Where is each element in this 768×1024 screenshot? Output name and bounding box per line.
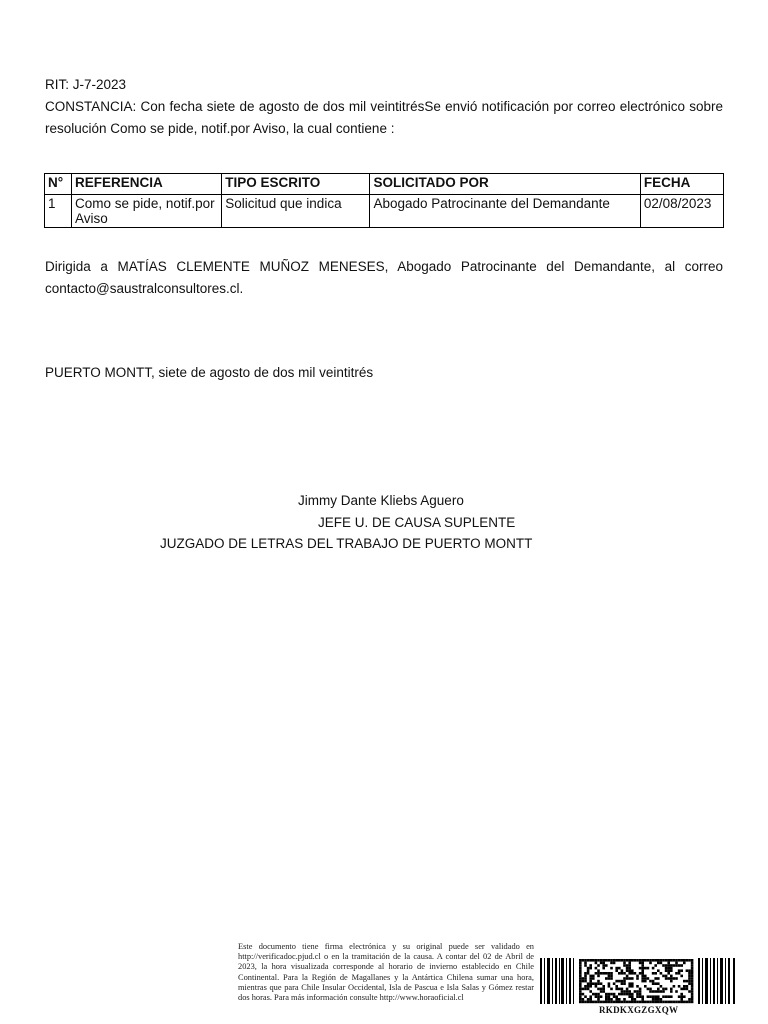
dirigida-text: Dirigida a MATÍAS CLEMENTE MUÑOZ MENESES, Abogado Patrocinante del Demandante, al correo contacto@saustralconsultores.cl. — [45, 259, 723, 296]
constancia-text: CONSTANCIA: Con fecha siete de agosto de dos mil veintitrésSe envió notificación por correo electrónico sobre resolución Como se pide, notif.por Aviso, la cual contiene : — [45, 99, 723, 136]
court-name: JUZGADO DE LETRAS DEL TRABAJO DE PUERTO MONTT — [160, 536, 533, 551]
column-header-referencia: REFERENCIA — [72, 174, 222, 195]
place-date: PUERTO MONTT, siete de agosto de dos mil veintitrés — [45, 365, 374, 380]
document-header — [45, 74, 723, 140]
signer-name: Jimmy Dante Kliebs Aguero — [298, 493, 464, 508]
column-header-tipo-escrito: TIPO ESCRITO — [222, 174, 370, 195]
footer-disclaimer: Este documento tiene firma electrónica y su original puede ser validado en http://verificadoc.pjud.cl o en la tramitación de la causa. A contar del 02 de Abril de 2023, la hora visualizada corresponde al horario de invierno establecido en Chile Continental. Para la Región de Magallanes y la Antártica Chilena sumar una hora, mientras que para Chile Insular Occidental, Isla de Pascua e Isla Salas y Gómez restar dos horas. Para más información consulte http://www.horaoficial.cl — [238, 942, 534, 1003]
table-header-row — [45, 174, 724, 195]
reference-table — [44, 173, 724, 228]
rit-number: RIT: J-7-2023 — [45, 77, 127, 92]
column-header-fecha: FECHA — [640, 174, 723, 195]
table-row — [45, 195, 724, 228]
cell-tipo-escrito: Solicitud que indica — [222, 195, 370, 228]
validation-code: RKDKXGZGXQW — [599, 1005, 679, 1015]
cell-referencia: Como se pide, notif.por Aviso — [72, 195, 222, 228]
cell-fecha: 02/08/2023 — [640, 195, 723, 228]
cell-solicitado-por: Abogado Patrocinante del Demandante — [370, 195, 640, 228]
column-header-solicitado-por: SOLICITADO POR — [370, 174, 640, 195]
signer-title: JEFE U. DE CAUSA SUPLENTE — [318, 515, 516, 530]
validation-barcode-icon — [540, 958, 736, 1004]
cell-number: 1 — [45, 195, 72, 228]
column-header-number: N° — [45, 174, 72, 195]
